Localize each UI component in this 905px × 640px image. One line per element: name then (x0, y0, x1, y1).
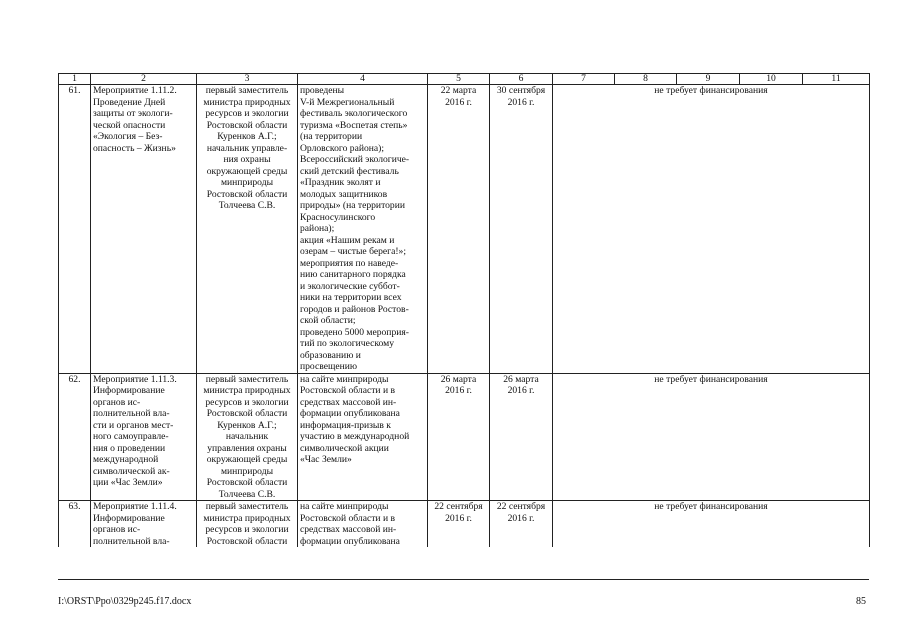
column-number: 2 (91, 74, 197, 85)
table-bottom-border (58, 579, 869, 580)
table-row (59, 501, 870, 548)
plan-table (58, 73, 870, 547)
start-date-cell: 22 марта 2016 г. (428, 85, 490, 374)
financing-cell: не требует финансирования (553, 501, 870, 548)
result-cell: на сайте минприроды Ростовской области и в средствах массовой ин- формации опубликована (298, 501, 428, 548)
event-cell: Мероприятие 1.11.3. Информирование органов ис- полнительной вла- сти и органов мест- ного самоуправле- ния о проведении международной символической ак- ции «Час Земли» (91, 373, 197, 501)
column-number: 3 (197, 74, 298, 85)
column-number: 8 (615, 74, 677, 85)
column-number: 7 (553, 74, 615, 85)
column-number: 10 (740, 74, 803, 85)
table-row (59, 373, 870, 501)
file-path-footer: I:\ORST\Ppo\0329p245.f17.docx (58, 596, 192, 607)
column-number: 6 (490, 74, 553, 85)
column-number-row (59, 74, 870, 85)
end-date-cell: 22 сентября 2016 г. (490, 501, 553, 548)
responsible-cell: первый заместитель министра природных ресурсов и экологии Ростовской области Куренков А.Г.; начальник управления охраны окружающей среды минприроды Ростовской области Толчеева С.В. (197, 373, 298, 501)
column-number: 4 (298, 74, 428, 85)
start-date-cell: 22 сентября 2016 г. (428, 501, 490, 548)
column-number: 11 (803, 74, 870, 85)
financing-cell: не требует финансирования (553, 373, 870, 501)
page-number: 85 (856, 596, 866, 607)
row-number: 62. (59, 373, 91, 501)
start-date-cell: 26 марта 2016 г. (428, 373, 490, 501)
row-number: 63. (59, 501, 91, 548)
end-date-cell: 30 сентября 2016 г. (490, 85, 553, 374)
result-cell: проведены V-й Межрегиональный фестиваль экологического туризма «Воспетая степь» (на территории Орловского района); Всероссийский экологиче- ский детский фестиваль «Праздник эколят и молодых защитников природы» (на территории Красносулинского района); акция «Нашим рекам и озерам – чистые берега!»; мероприятия по наведе- нию санитарного порядка и экологические суббот- ники на территории всех городов и районов Ростов- ской области; проведено 5000 мероприя- тий по экологическому образованию и просвещению (298, 85, 428, 374)
table-row (59, 85, 870, 374)
event-cell: Мероприятие 1.11.2. Проведение Дней защиты от экологи- ческой опасности «Экология – Без- опасность – Жизнь» (91, 85, 197, 374)
column-number: 1 (59, 74, 91, 85)
end-date-cell: 26 марта 2016 г. (490, 373, 553, 501)
result-cell: на сайте минприроды Ростовской области и в средствах массовой ин- формации опубликована информация-призыв к участию в международной символической акции «Час Земли» (298, 373, 428, 501)
responsible-cell: первый заместитель министра природных ресурсов и экологии Ростовской области (197, 501, 298, 548)
column-number: 5 (428, 74, 490, 85)
financing-cell: не требует финансирования (553, 85, 870, 374)
row-number: 61. (59, 85, 91, 374)
event-cell: Мероприятие 1.11.4. Информирование органов ис- полнительной вла- (91, 501, 197, 548)
column-number: 9 (677, 74, 740, 85)
responsible-cell: первый заместитель министра природных ресурсов и экологии Ростовской области Куренков А.Г.; начальник управле- ния охраны окружающей среды минприроды Ростовской области Толчеева С.В. (197, 85, 298, 374)
